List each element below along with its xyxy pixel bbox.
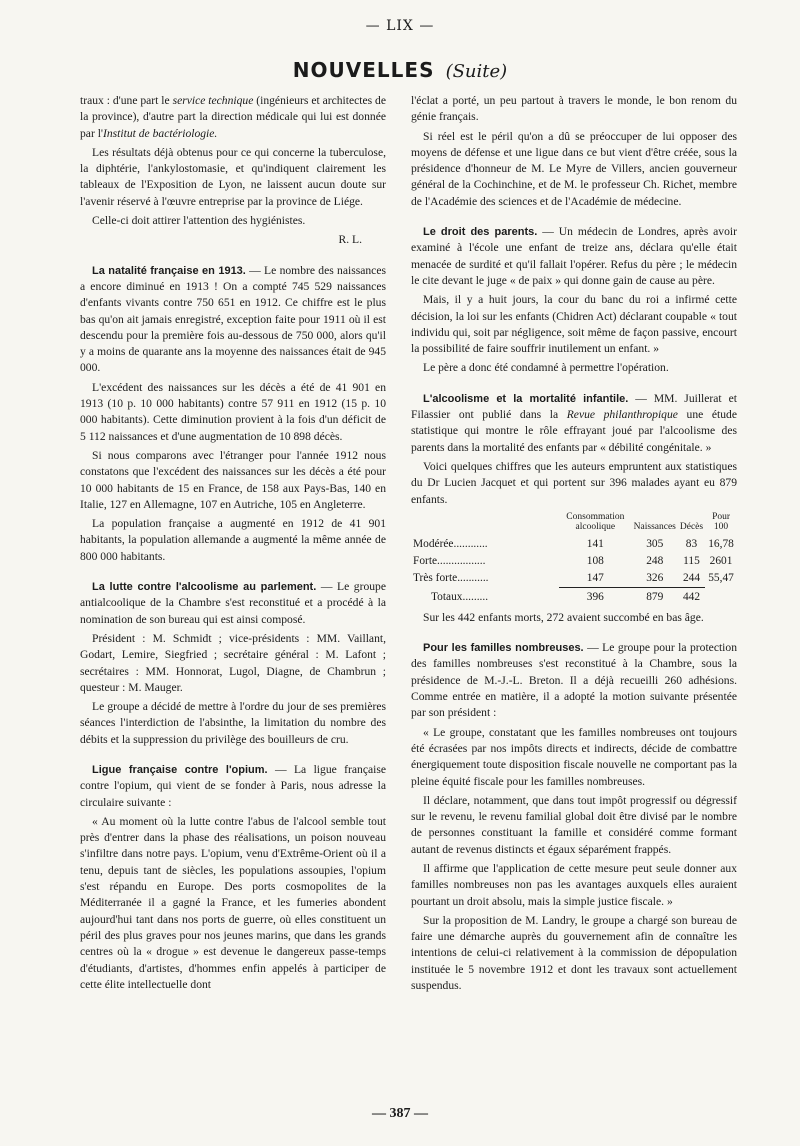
table-row — [411, 553, 737, 570]
paragraph: La population française a augmenté en 1912 de 41 901 habitants, la population allemande a augmenté la même année de 800 000 habitants. — [80, 517, 386, 563]
section-title: Pour les familles nombreuses. — [423, 642, 584, 655]
paragraph — [80, 93, 386, 142]
paragraph: Le père a donc été condamné à permettre l'opération. — [423, 361, 669, 375]
table-header-row — [411, 512, 737, 536]
text-run: une étude statistique qui montre le rôle effrayant joué par l'alcoolisme des parents dans la mortalité des enfants par « débilité congénitale. » — [411, 408, 737, 454]
table-header: Pour 100 — [712, 511, 731, 533]
article-droit-parents — [411, 224, 737, 289]
article-lutte-alcoolisme — [80, 579, 386, 628]
paragraph: « Le groupe, constatant que les familles nombreuses ont toujours été écrasées par nos impôts directs et indirects, décide de combattre énergiquement toute disposition fiscale nouvelle ne comportant pas la pleine équité fiscale pour les familles nombreuses. — [411, 725, 737, 788]
text-run: — Le nombre des naissances a encore diminué en 1913 ! On a compté 745 529 naissances d'enfants vivants contre 750 651 en 1912. Ce chiffre est le plus bas qu'on ait jamais enregistré, exception faite pour 1911 où il est descendu pour la première fois au-dessous de 750 000, alors qu'il y a moins de quarante ans la moyenne des naissances était de 945 000. — [80, 263, 386, 375]
table-cell: 442 — [682, 590, 701, 603]
paragraph: Mais, il y a huit jours, la cour du banc du roi a infirmé cette décision, la loi sur les enfants (Chidren Act) déclarant coupable « tout individu qui, soit par négligence, soit même de façon passive, encourt la possibilité de faire souffrir inutilement un enfant. » — [411, 293, 737, 356]
italic-term: service technique — [172, 94, 254, 107]
left-column — [80, 93, 386, 996]
statistics-table — [411, 512, 737, 606]
article-alcoolisme-mortalite — [411, 391, 737, 456]
table-cell: 115 — [683, 554, 700, 567]
italic-term: Institut de bactériologie. — [103, 126, 218, 140]
right-column — [411, 93, 737, 997]
paragraph: Voici quelques chiffres que les auteurs empruntent aux statistiques du Dr Lucien Jacquet et qui portent sur 396 malades ayant eu 879 enfants. — [411, 459, 737, 506]
paragraph: Les résultats déjà obtenus pour ce qui concerne la tuberculose, la diphtérie, l'ankylostomasie, et qu'indiquent clairement les tableaux de l'Exposition de Lyon, ne laissent aucun doute sur l'avenir réservé à l'œuvre entreprise par la province de Liége. — [80, 145, 386, 208]
article-natalite — [80, 263, 386, 377]
table-cell: 2601 — [709, 554, 733, 567]
page-number: — 387 — — [372, 1106, 428, 1121]
text-run: — MM. Juillerat et Filassier ont publié dans la — [411, 391, 737, 422]
table-cell: 244 — [678, 570, 705, 588]
paragraph: Si nous comparons avec l'étranger pour l'année 1912 nous constatons que l'excédent des naissances sur les décès a été pour 10 000 habitants de 15 en France, de 158 aux Pays-Bas, 140 en Italie, 127 en Allemagne, 107 en Autriche, 105 en Angleterre. — [80, 448, 386, 511]
section-title: L'alcoolisme et la mortalité infantile. — [423, 392, 629, 405]
paragraph: Si réel est le péril qu'on a dû se préoccuper de lui opposer des moyens de défense et une ligue dans ce but vient d'être créée, sous la présidence d'honneur de M. Le Myre de Villers, ancien gouverneur général de la Cochinchine, et de M. le professeur Ch. Richet, membre de l'Académie des sciences et de l'Académie de médecine. — [411, 129, 737, 208]
table-cell: 83 — [685, 537, 698, 550]
section-title: La lutte contre l'alcoolisme au parlement. — [92, 581, 317, 594]
article-opium — [80, 762, 386, 811]
text-run: (ingénieurs et architectes de la province), d'autre part la direction médicale qui lui est donnée par l' — [80, 94, 386, 140]
text-run: — Un médecin de Londres, après avoir examiné à l'école une enfant de treize ans, déclara qu'elle était menacée de surdité et qu'il fallait l'opérer. Refus du père ; le médecin le cite devant le juge « de paix » qui donne gain de cause au père. — [411, 225, 737, 287]
table-cell: 248 — [646, 554, 664, 567]
section-title: Le droit des parents. — [423, 226, 538, 239]
table-header — [411, 512, 559, 536]
table-cell: Modérée............ — [413, 537, 488, 550]
paragraph: L'excédent des naissances sur les décès a été de 41 901 en 1913 (10 p. 10 000 habitants) contre 57 911 en 1912 (15 p. 10 000 habitants). Cette diminution provient à la fois d'un déficit de 5 112 naissances et d'une augmentation de 10 898 décès. — [80, 380, 386, 443]
text-run: — La ligue française contre l'opium, qui vient de se fonder à Paris, nous adresse la circulaire suivante : — [80, 762, 386, 809]
table-cell: 879 — [646, 590, 664, 603]
paragraph: Il affirme que l'application de cette mesure peut seule donner aux familles nombreuses non pas les avantages auxquels elles auraient pourtant un droit absolu, mais la simple justice fiscale. » — [411, 861, 737, 908]
paragraph: Le groupe a décidé de mettre à l'ordre du jour de ses premières séances l'interdiction de l'absinthe, la limitation du nombre des débits et la suppression du privilège des bouilleurs de cru. — [80, 700, 386, 746]
paragraph: l'éclat a porté, un peu partout à travers le monde, le bon renom du génie français. — [411, 94, 737, 124]
section-title: Ligue française contre l'opium. — [92, 763, 268, 776]
table-row — [411, 536, 737, 553]
signature: R. L. — [338, 233, 362, 247]
table-cell: 396 — [586, 590, 604, 603]
table-cell: 55,47 — [708, 572, 734, 585]
paragraph: Il déclare, notamment, que dans tout impôt progressif ou dégressif sur le revenu, le revenu familial global doit être divisé par le nombre de personnes constituant la famille et considéré comme formant autant de revenus distincts et égaux séparément frappés. — [411, 793, 737, 856]
table-header: Consommation alcoolique — [566, 511, 625, 533]
paragraph: Celle-ci doit attirer l'attention des hygiénistes. — [92, 214, 306, 228]
text-run: traux : d'une part le — [80, 94, 173, 107]
paragraph: « Au moment où la lutte contre l'abus de l'alcool semble tout près d'entrer dans la phase des réalisations, un poison nouveau s'infiltre dans notre pays. L'opium, venu d'Extrême-Orient où il a tenu, depuis tant de siècles, les populations assoupies, l'opium s'est répandu en Europe. Des ports cosmopolites de la Méditerranée il a gagné la France, et les fumeries abondent aujourd'hui tant dans nos ports de guerre, où elles constituent un péril des plus graves pour nos jeunes marins, que dans les grands centres où la « drogue » est devenue le dangereux passe-temps d'étudiants, d'artistes, d'hommes enfin appelés à participer de cette élite intellectuelle dont — [80, 814, 386, 991]
table-cell: Forte................. — [413, 554, 486, 567]
page-header — [0, 58, 800, 82]
table-cell: 326 — [632, 570, 678, 588]
text-run: — Le groupe pour la protection des familles nombreuses s'est reconstitué à la Chambre, sous la présidence de M.-J.-L. Breton. Il a déjà recueilli 260 adhésions. Comme entrée en matière, il a adopté la motion suivante présentée par son président : — [411, 641, 737, 720]
section-title: La natalité française en 1913. — [92, 264, 246, 277]
table-row — [411, 570, 737, 588]
table-total-row — [411, 587, 737, 606]
table-cell: 147 — [559, 570, 632, 588]
table-cell: Totaux......... — [431, 590, 489, 603]
paragraph: Sur les 442 enfants morts, 272 avaient succombé en bas âge. — [423, 610, 704, 624]
table-cell: 108 — [586, 554, 604, 567]
paragraph: Président : M. Schmidt ; vice-présidents : MM. Vaillant, Godart, Lemire, Siegfried ; secrétaire général : M. Lafont ; secrétaires : MM. Honnorat, Lugol, Diagne, de Chambrun ; questeur : M. Mauger. — [80, 631, 386, 694]
paragraph: Sur la proposition de M. Landry, le groupe a chargé son bureau de faire une démarche auprès du gouvernement afin de connaître les intentions de celui-ci relativement à la commission de dépopulation instituée le 5 novembre 1912 et dont les travaux sont actuellement suspendus. — [411, 913, 737, 993]
text-run: — Le groupe antialcoolique de la Chambre s'est reconstitué et a procédé à la nomination de son bureau qui est ainsi composé. — [80, 580, 386, 626]
table-header: Décès — [679, 522, 704, 533]
table-cell: 141 — [586, 537, 604, 550]
article-familles-nombreuses — [411, 640, 737, 721]
header-suite: (Suite) — [445, 61, 508, 82]
table-cell — [705, 587, 737, 606]
page-roman-numeral: — LIX — — [365, 18, 435, 34]
table-cell: Très forte........... — [413, 572, 489, 585]
table-header: Naissances — [633, 522, 676, 533]
italic-term: Revue philanthropique — [566, 408, 678, 422]
header-title: NOUVELLES — [292, 58, 435, 82]
table-cell: 16,78 — [708, 537, 734, 550]
table-cell: 305 — [646, 537, 664, 550]
